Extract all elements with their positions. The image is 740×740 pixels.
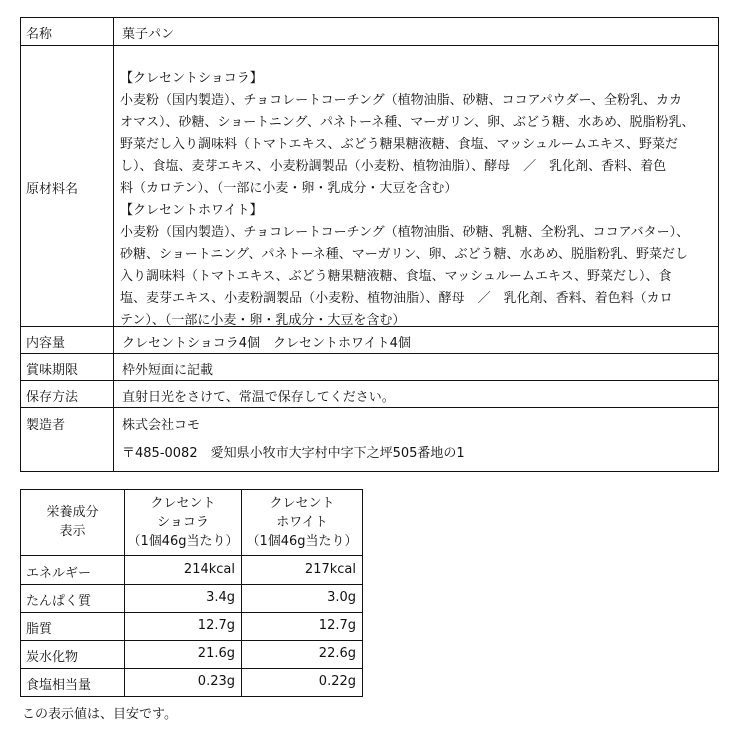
nutrient-label: 脂質 xyxy=(26,622,53,637)
storage-label: 保存方法 xyxy=(26,390,79,405)
manufacturer-company: 株式会社コモ xyxy=(122,418,201,433)
row-divider xyxy=(20,407,719,408)
nutrient-value-chocolat: 3.4g xyxy=(206,590,235,605)
table-border-right xyxy=(718,17,719,472)
nutrition-title-line: 栄養成分 xyxy=(46,505,99,520)
best-before-value: 枠外短面に記載 xyxy=(122,363,214,378)
column-divider xyxy=(113,17,114,472)
nutrient-value-chocolat: 21.6g xyxy=(197,646,235,661)
nutrient-label: 食塩相当量 xyxy=(26,678,92,693)
column-header-line: クレセント xyxy=(269,496,335,511)
nutrient-value-chocolat: 12.7g xyxy=(197,618,235,633)
nutrient-value-white: 3.0g xyxy=(327,590,356,605)
nutrient-value-white: 12.7g xyxy=(318,618,356,633)
nutrient-value-chocolat: 0.23g xyxy=(197,674,235,689)
column-header-line: （1個46g当たり） xyxy=(127,534,239,549)
ingredients-label: 原材料名 xyxy=(26,182,79,197)
nutrient-label: 炭水化物 xyxy=(26,650,79,665)
name-label: 名称 xyxy=(26,27,53,42)
ingredients-line: テン）、（一部に小麦・卵・乳成分・大豆を含む） xyxy=(120,313,406,328)
row-divider xyxy=(20,353,719,354)
ingredients-line: 小麦粉（国内製造）、チョコレートコーチング（植物油脂、砂糖、ココアパウダー、全粉乳、カカ xyxy=(120,93,682,108)
nutrition-footnote: この表示値は、目安です。 xyxy=(22,707,177,722)
column-header-chocolat xyxy=(125,494,241,551)
row-divider xyxy=(20,489,363,490)
contents-value: クレセントショコラ4個 クレセントホワイト4個 xyxy=(122,336,411,351)
row-divider xyxy=(20,471,719,472)
row-divider xyxy=(20,668,363,669)
row-divider xyxy=(20,380,719,381)
column-header-white xyxy=(242,494,362,551)
ingredients-line: 野菜だし入り調味料（トマトエキス、ぶどう糖果糖液糖、食塩、マッシュルームエキス、野菜だ xyxy=(120,137,678,152)
ingredients-line: し）、食塩、麦芽エキス、小麦粉調製品（小麦粉、植物油脂）、酵母 ／ 乳化剤、香料、着色 xyxy=(120,159,667,174)
column-header-line: クレセント xyxy=(150,496,216,511)
manufacturer-label: 製造者 xyxy=(26,418,66,433)
row-divider xyxy=(20,696,363,697)
nutrition-title xyxy=(21,503,124,541)
best-before-label: 賞味期限 xyxy=(26,363,79,378)
column-header-line: ホワイト xyxy=(276,515,328,530)
column-header-line: ショコラ xyxy=(157,515,209,530)
name-value: 菓子パン xyxy=(122,27,175,42)
column-header-line: （1個46g当たり） xyxy=(246,534,358,549)
ingredients-line: 入り調味料（トマトエキス、ぶどう糖果糖液糖、食塩、マッシュルームエキス、野菜だし）、食 xyxy=(120,269,672,284)
nutrition-title-line: 表示 xyxy=(59,524,86,539)
ingredients-line: 塩、麦芽エキス、小麦粉調製品（小麦粉、植物油脂）、酵母 ／ 乳化剤、香料、着色料（カロ xyxy=(120,291,673,306)
ingredients-line: 【クレセントホワイト】 xyxy=(120,203,263,218)
row-divider xyxy=(20,640,363,641)
nutrient-value-white: 0.22g xyxy=(318,674,356,689)
row-divider xyxy=(20,584,363,585)
row-divider xyxy=(20,17,719,18)
nutrient-label: エネルギー xyxy=(26,566,92,581)
ingredients-line: 小麦粉（国内製造）、チョコレートコーチング（植物油脂、砂糖、乳糖、全粉乳、ココアバター）、 xyxy=(120,225,690,240)
nutrient-value-white: 22.6g xyxy=(318,646,356,661)
manufacturer-address: 〒485-0082 愛知県小牧市大字村中字下之坪505番地の1 xyxy=(122,446,465,461)
contents-label: 内容量 xyxy=(26,336,66,351)
ingredients-line: オマス）、砂糖、ショートニング、パネトーネ種、マーガリン、卵、ぶどう糖、水あめ、脱脂粉乳、 xyxy=(120,115,695,130)
storage-value: 直射日光をさけて、常温で保存してください。 xyxy=(122,390,395,405)
table-border-right xyxy=(362,489,363,697)
ingredients-text xyxy=(120,68,714,332)
table-border-left xyxy=(20,17,21,472)
nutrient-value-white: 217kcal xyxy=(304,562,356,577)
ingredients-line: 砂糖、ショートニング、パネトーネ種、マーガリン、卵、ぶどう糖、水あめ、脱脂粉乳、野菜だし xyxy=(120,247,688,262)
nutrient-value-chocolat: 214kcal xyxy=(183,562,235,577)
row-divider xyxy=(20,555,363,556)
row-divider xyxy=(20,612,363,613)
ingredients-line: 料（カロテン）、（一部に小麦・卵・乳成分・大豆を含む） xyxy=(120,181,458,196)
ingredients-line: 【クレセントショコラ】 xyxy=(120,71,263,86)
nutrient-label: たんぱく質 xyxy=(26,594,92,609)
row-divider xyxy=(20,45,719,46)
